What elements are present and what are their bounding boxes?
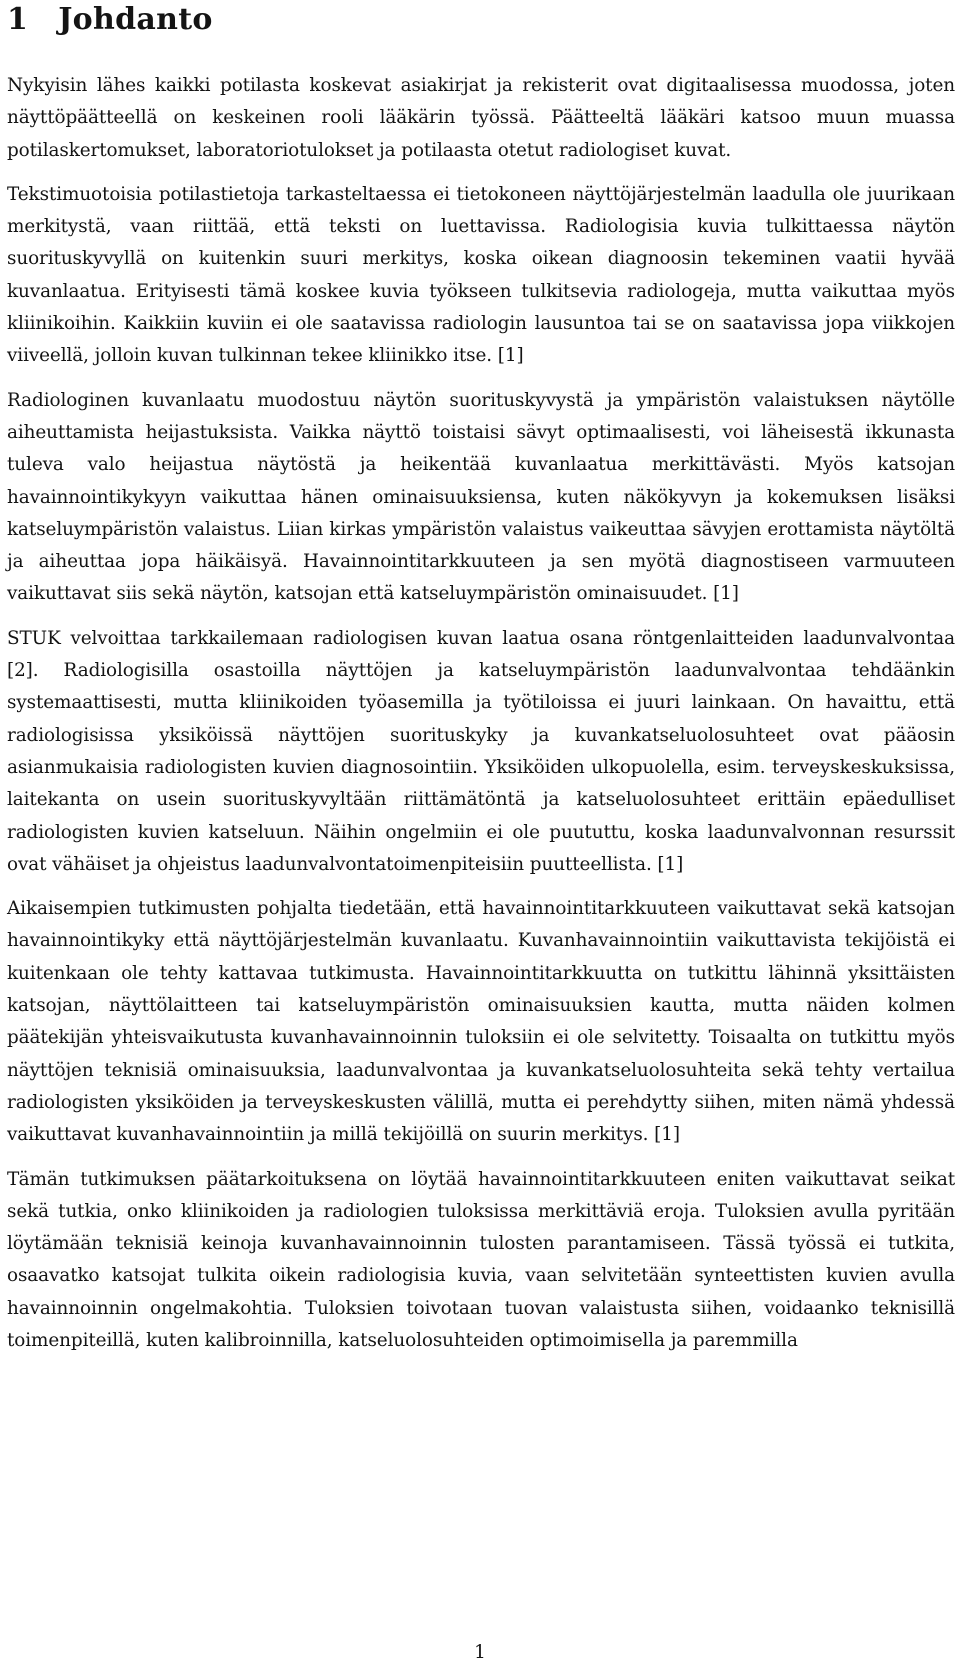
page-number: 1 xyxy=(474,1642,486,1663)
paragraph-2: Tekstimuotoisia potilastietoja tarkasteltaessa ei tietokoneen näyttöjärjestelmän laadulla ole juurikaan merkitystä, vaan riittää, että teksti on luettavissa. Radiologisia kuvia tulkittaessa näytön suorituskyvyllä on kuitenkin suuri merkitys, koska oikean diagnoosin tekeminen vaatii hyvää kuvanlaatua. Erityisesti tämä koskee kuvia työkseen tulkitsevia radiologeja, mutta vaikuttaa myös kliinikoihin. Kaikkiin kuviin ei ole saatavissa radiologin lausuntoa tai se on saatavissa jopa viikkojen viiveellä, jolloin kuvan tulkinnan tekee kliinikko itse. [1] xyxy=(7,183,955,367)
paragraph-6: Tämän tutkimuksen päätarkoituksena on löytää havainnointitarkkuuteen eniten vaikuttavat seikat sekä tutkia, onko kliinikoiden ja radiologien tuloksissa merkittäviä eroja. Tuloksien avulla pyritään löytämään teknisiä keinoja kuvanhavainnoinnin tulosten parantamiseen. Tässä työssä ei tutkita, osaavatko katsojat tulkita oikein radiologisia kuvia, vaan selvitetään synteettisten kuvien avulla havainnoinnin ongelmakohtia. Tuloksien toivotaan tuovan valaistusta siihen, voidaanko teknisillä toimenpiteillä, kuten kalibroinnilla, katseluolosuhteiden optimoimisella ja paremmilla xyxy=(7,1168,955,1351)
document-page xyxy=(7,0,955,1369)
body-text xyxy=(7,70,955,1357)
section-title: Johdanto xyxy=(58,2,213,37)
paragraph-3: Radiologinen kuvanlaatu muodostuu näytön suorituskyvystä ja ympäristön valaistuksen näytölle aiheuttamista heijastuksista. Vaikka näyttö toistaisi sävyt optimaalisesti, voi läheisestä ikkunasta tuleva valo heijastua näytöstä ja heikentää kuvanlaatua merkittävästi. Myös katsojan havainnointikykyyn vaikuttaa hänen ominaisuuksiensa, kuten näkökyvyn ja kokemuksen lisäksi katseluympäristön valaistus. Liian kirkas ympäristön valaistus vaikeuttaa sävyjen erottamista näytöltä ja aiheuttaa jopa häikäisyä. Havainnointitarkkuuteen ja sen myötä diagnostiseen varmuuteen vaikuttavat siis sekä näytön, katsojan että katseluympäristön ominaisuudet. [1] xyxy=(7,389,955,605)
section-heading xyxy=(7,0,955,38)
section-number: 1 xyxy=(7,2,29,37)
paragraph-4: STUK velvoittaa tarkkailemaan radiologisen kuvan laatua osana röntgenlaitteiden laadunvalvontaa [2]. Radiologisilla osastoilla näyttöjen ja katseluympäristön laadunvalvontaa tehdäänkin systemaattisesti, mutta kliinikoiden työasemilla ja työtiloissa ei juuri lainkaan. On havaittu, että radiologisissa yksiköissä näyttöjen suorituskyky ja kuvankatseluolosuhteet ovat pääosin asianmukaisia radiologisten kuvien diagnosointiin. Yksiköiden ulkopuolella, esim. terveyskeskuksissa, laitekanta on usein suorituskyvyltään riittämätöntä ja katseluolosuhteet erittäin epäedulliset radiologisten kuvien katseluun. Näihin ongelmiin ei ole puututtu, koska laadunvalvonnan resurssit ovat vähäiset ja ohjeistus laadunvalvontatoimenpiteisiin puutteellista. [1] xyxy=(7,627,955,875)
paragraph-1: Nykyisin lähes kaikki potilasta koskevat asiakirjat ja rekisterit ovat digitaalisessa muodossa, joten näyttöpäätteellä on keskeinen rooli lääkärin työssä. Päätteeltä lääkäri katsoo muun muassa potilaskertomukset, laboratoriotulokset ja potilaasta otetut radiologiset kuvat. xyxy=(7,75,955,161)
paragraph-5: Aikaisempien tutkimusten pohjalta tiedetään, että havainnointitarkkuuteen vaikuttavat sekä katsojan havainnointikyky että näyttöjärjestelmän kuvanlaatu. Kuvanhavainnointiin vaikuttavista tekijöistä ei kuitenkaan ole tehty kattavaa tutkimusta. Havainnointitarkkuutta on tutkittu lähinnä yksittäisten katsojan, näyttölaitteen tai katseluympäristön ominaisuuksien kautta, mutta näiden kolmen päätekijän yhteisvaikutusta kuvanhavainnoinnin tuloksiin ei ole selvitetty. Toisaalta on tutkittu myös näyttöjen teknisiä ominaisuuksia, laadunvalvontaa ja kuvankatseluolosuhteita sekä tehty vertailua radiologisten yksiköiden ja terveyskeskusten välillä, mutta ei perehdytty siihen, miten nämä yhdessä vaikuttavat kuvanhavainnointiin ja millä tekijöillä on suurin merkitys. [1] xyxy=(7,898,955,1146)
